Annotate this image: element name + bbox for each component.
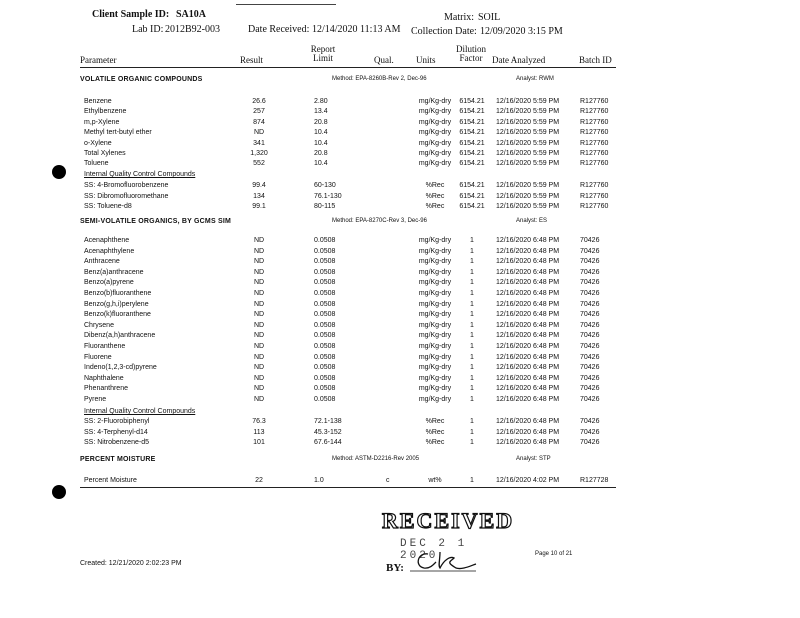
col-units: Units (416, 55, 436, 65)
result-value: ND (253, 258, 265, 266)
batch-id: R127760 (580, 150, 609, 157)
parameter-name: Benzene (84, 98, 112, 105)
result-value: 99.1 (252, 203, 266, 210)
col-parameter: Parameter (80, 55, 117, 65)
section-analyst: Analyst: RWM (516, 76, 554, 82)
date-received: 12/14/2020 11:13 AM (312, 24, 401, 35)
table-row (84, 301, 616, 311)
report-limit: 20.8 (314, 150, 328, 157)
report-limit: 80-115 (314, 203, 336, 210)
dilution-factor: 1 (470, 374, 474, 382)
report-limit: 2.80 (314, 98, 328, 105)
batch-id: 70426 (580, 364, 600, 372)
dilution-factor: 1 (470, 477, 474, 484)
result-value: ND (253, 311, 265, 319)
section-method: Method: ASTM-D2216-Rev 2005 (332, 456, 420, 462)
date-analyzed: 12/16/2020 6:48 PM (496, 332, 560, 340)
col-date-analyzed: Date Analyzed (492, 55, 546, 65)
collection-date: 12/09/2020 3:15 PM (480, 26, 563, 37)
punch-hole (52, 485, 66, 499)
dilution-factor: 6154.21 (459, 129, 485, 137)
col-report-limit-1: Report (310, 44, 336, 54)
dilution-factor: 1 (470, 247, 474, 255)
date-analyzed: 12/16/2020 5:59 PM (496, 98, 560, 105)
report-limit: 0.0508 (314, 237, 336, 244)
report-limit: 0.0508 (314, 279, 336, 287)
table-row (84, 429, 616, 439)
dilution-factor: 1 (470, 332, 474, 340)
date-analyzed: 12/16/2020 6:48 PM (496, 439, 560, 446)
parameter-name: Benzo(a)pyrene (84, 279, 134, 287)
date-analyzed: 12/16/2020 5:59 PM (496, 118, 560, 126)
dilution-factor: 1 (470, 439, 474, 446)
date-analyzed: 12/16/2020 6:48 PM (496, 343, 560, 350)
batch-id: R127728 (580, 477, 609, 484)
dilution-factor: 6154.21 (459, 118, 485, 126)
date-analyzed: 12/16/2020 5:59 PM (496, 108, 560, 116)
parameter-name: Percent Moisture (84, 477, 137, 484)
date-analyzed: 12/16/2020 6:48 PM (496, 247, 560, 255)
table-row (84, 98, 616, 108)
table-row (84, 203, 616, 213)
parameter-name: Methyl tert-butyl ether (84, 129, 152, 137)
table-row (84, 108, 616, 118)
table-row (84, 150, 616, 160)
report-limit: 76.1-130 (314, 192, 342, 200)
dilution-factor: 6154.21 (459, 203, 485, 210)
client-sample-id: SA10A (176, 9, 207, 20)
result-value: ND (253, 364, 265, 372)
report-limit: 60-130 (314, 182, 336, 189)
units: mg/Kg-dry (418, 129, 452, 137)
report-limit: 0.0508 (314, 268, 336, 276)
table-row (84, 182, 616, 192)
result-value: 257 (253, 108, 265, 116)
col-dilution-1: Dilution (455, 44, 486, 54)
batch-id: R127760 (580, 203, 609, 210)
batch-id: 70426 (580, 290, 600, 297)
batch-id: 70426 (580, 343, 600, 350)
batch-id: 70426 (580, 428, 600, 436)
table-row (84, 237, 616, 247)
parameter-name: o-Xylene (84, 139, 112, 147)
parameter-name: Fluoranthene (84, 343, 126, 350)
batch-id: R127760 (580, 118, 609, 126)
svoc-qc-label: Internal Quality Control Compounds (84, 408, 196, 415)
table-row (84, 354, 616, 364)
units: %Rec (425, 418, 445, 425)
dilution-factor: 1 (470, 321, 474, 329)
date-analyzed: 12/16/2020 6:48 PM (496, 290, 560, 297)
dilution-factor: 6154.21 (459, 192, 485, 200)
parameter-name: SS: Dibromofluoromethane (84, 192, 169, 200)
parameter-name: Indeno(1,2,3-cd)pyrene (84, 364, 157, 372)
result-value: 552 (253, 160, 265, 168)
header-rule (80, 67, 616, 68)
report-limit: 20.8 (314, 118, 328, 126)
batch-id: 70426 (580, 418, 600, 425)
units: mg/Kg-dry (418, 332, 452, 340)
units: mg/Kg-dry (418, 150, 452, 157)
date-analyzed: 12/16/2020 5:59 PM (496, 139, 560, 147)
table-row (84, 418, 616, 428)
dilution-factor: 1 (470, 396, 474, 403)
units: mg/Kg-dry (418, 247, 452, 255)
units: mg/Kg-dry (418, 353, 452, 361)
voc-qc-label: Internal Quality Control Compounds (84, 171, 196, 178)
date-analyzed: 12/16/2020 6:48 PM (496, 321, 560, 329)
report-limit: 0.0508 (314, 374, 336, 382)
stamp-date: DEC 2 1 2020 (400, 538, 468, 562)
table-row (84, 160, 616, 170)
units: mg/Kg-dry (418, 160, 452, 168)
date-analyzed: 12/16/2020 6:48 PM (496, 279, 560, 287)
dilution-factor: 6154.21 (459, 150, 485, 157)
batch-id: 70426 (580, 300, 600, 308)
parameter-name: SS: 4-Terphenyl-d14 (84, 428, 148, 436)
date-analyzed: 12/16/2020 5:59 PM (496, 203, 560, 210)
date-analyzed: 12/16/2020 6:48 PM (496, 268, 560, 276)
table-row (84, 290, 616, 300)
dilution-factor: 1 (470, 311, 474, 319)
result-value: 99.4 (252, 182, 266, 189)
batch-id: R127760 (580, 192, 609, 200)
parameter-name: Benzo(k)fluoranthene (84, 311, 151, 319)
result-value: ND (253, 353, 265, 361)
date-analyzed: 12/16/2020 6:48 PM (496, 364, 560, 372)
section-analyst: Analyst: ES (516, 218, 548, 224)
result-value: ND (253, 396, 265, 403)
date-analyzed: 12/16/2020 6:48 PM (496, 311, 560, 319)
batch-id: R127760 (580, 108, 609, 116)
report-limit: 72.1-138 (314, 418, 342, 425)
date-analyzed: 12/16/2020 6:48 PM (496, 374, 560, 382)
col-batch-id: Batch ID (579, 55, 612, 65)
dilution-factor: 1 (470, 353, 474, 361)
batch-id: R127760 (580, 139, 609, 147)
units: mg/Kg-dry (418, 364, 452, 372)
punch-hole (52, 165, 66, 179)
parameter-name: Acenaphthene (84, 237, 130, 244)
date-analyzed: 12/16/2020 6:48 PM (496, 300, 560, 308)
parameter-name: SS: 4-Bromofluorobenzene (84, 182, 169, 189)
table-row (84, 119, 616, 129)
report-limit: 10.4 (314, 160, 328, 168)
batch-id: R127760 (580, 98, 609, 105)
table-row (84, 322, 616, 332)
table-row (84, 311, 616, 321)
stamp-word: RECEIVED (382, 508, 515, 533)
batch-id: 70426 (580, 311, 600, 319)
col-report-limit-2: Limit (313, 53, 333, 63)
units: mg/Kg-dry (418, 300, 452, 308)
result-value: ND (253, 247, 265, 255)
parameter-name: Phenanthrene (84, 385, 128, 393)
result-value: 341 (253, 139, 265, 147)
dilution-factor: 1 (470, 343, 474, 350)
parameter-name: Benzo(b)fluoranthene (84, 290, 152, 297)
units: mg/Kg-dry (418, 98, 452, 105)
batch-id: R127760 (580, 182, 609, 189)
units: %Rec (425, 428, 445, 436)
received-stamp (382, 508, 515, 562)
units: mg/Kg-dry (418, 108, 452, 116)
top-scan-line (236, 4, 336, 5)
parameter-name: Benz(a)anthracene (84, 268, 144, 276)
dilution-factor: 1 (470, 279, 474, 287)
batch-id: 70426 (580, 332, 600, 340)
section-analyst: Analyst: STP (516, 456, 551, 462)
batch-id: 70426 (580, 385, 600, 393)
section-method: Method: EPA-8260B-Rev 2, Dec-96 (332, 76, 427, 82)
date-analyzed: 12/16/2020 4:02 PM (496, 477, 560, 484)
result-value: 26.6 (252, 98, 266, 105)
result-value: 113 (253, 428, 265, 436)
table-row (84, 385, 616, 395)
parameter-name: Benzo(g,h,i)perylene (84, 300, 149, 308)
result-value: ND (253, 385, 265, 393)
qualifier: c (386, 477, 390, 484)
units: mg/Kg-dry (418, 139, 452, 147)
batch-id: 70426 (580, 247, 600, 255)
result-value: 1,320 (250, 150, 268, 157)
dilution-factor: 1 (470, 290, 474, 297)
section-voc (80, 76, 616, 88)
table-row (84, 269, 616, 279)
date-analyzed: 12/16/2020 6:48 PM (496, 428, 560, 436)
table-row (84, 140, 616, 150)
report-limit: 0.0508 (314, 396, 336, 403)
result-value: 76.3 (252, 418, 266, 425)
footer-page: Page 10 of 21 (535, 551, 573, 557)
parameter-name: Fluorene (84, 353, 112, 361)
section-svoc (80, 218, 616, 230)
result-value: ND (253, 237, 265, 244)
table-row (84, 375, 616, 385)
date-analyzed: 12/16/2020 6:48 PM (496, 237, 560, 244)
dilution-factor: 1 (470, 418, 474, 425)
units: mg/Kg-dry (418, 258, 452, 266)
result-value: ND (253, 300, 265, 308)
parameter-name: SS: 2-Fluorobiphenyl (84, 418, 150, 425)
result-value: 134 (253, 192, 265, 200)
collection-date-label: Collection Date: (411, 26, 477, 37)
report-limit: 0.0508 (314, 321, 336, 329)
table-row (84, 364, 616, 374)
report-limit: 0.0508 (314, 247, 336, 255)
date-analyzed: 12/16/2020 5:59 PM (496, 160, 560, 168)
report-limit: 0.0508 (314, 332, 336, 340)
report-limit: 0.0508 (314, 364, 336, 372)
units: mg/Kg-dry (418, 118, 452, 126)
batch-id: 70426 (580, 353, 600, 361)
batch-id: 70426 (580, 439, 600, 446)
result-value: 874 (253, 118, 265, 126)
parameter-name: SS: Nitrobenzene-d5 (84, 439, 149, 446)
table-row (84, 193, 616, 203)
units: mg/Kg-dry (418, 268, 452, 276)
parameter-name: Dibenz(a,h)anthracene (84, 332, 156, 340)
section-title: SEMI-VOLATILE ORGANICS, BY GCMS SIM (80, 218, 232, 225)
section-moisture (80, 456, 616, 468)
units: %Rec (425, 192, 445, 200)
units: mg/Kg-dry (418, 290, 452, 297)
date-received-label: Date Received: (248, 24, 310, 35)
dilution-factor: 1 (470, 428, 474, 436)
report-limit: 45.3-152 (314, 428, 342, 436)
result-value: ND (253, 343, 265, 350)
client-sample-id-label: Client Sample ID: (92, 9, 170, 20)
date-analyzed: 12/16/2020 6:48 PM (496, 396, 560, 403)
batch-id: 70426 (580, 279, 600, 287)
bottom-rule (80, 487, 616, 488)
section-method: Method: EPA-8270C-Rev 3, Dec-96 (332, 218, 427, 224)
batch-id: R127760 (580, 129, 609, 137)
parameter-name: SS: Toluene-d8 (84, 203, 132, 210)
section-title: PERCENT MOISTURE (80, 456, 156, 463)
batch-id: 70426 (580, 268, 600, 276)
units: mg/Kg-dry (418, 311, 452, 319)
batch-id: 70426 (580, 258, 600, 266)
dilution-factor: 6154.21 (459, 98, 485, 105)
dilution-factor: 1 (470, 237, 474, 244)
date-analyzed: 12/16/2020 5:59 PM (496, 150, 560, 157)
units: mg/Kg-dry (418, 385, 452, 393)
result-value: ND (253, 332, 265, 340)
result-value: ND (253, 268, 265, 276)
dilution-factor: 6154.21 (459, 182, 485, 189)
parameter-name: m,p-Xylene (84, 118, 120, 126)
result-value: ND (253, 279, 265, 287)
report-limit: 0.0508 (314, 300, 336, 308)
report-limit: 0.0508 (314, 353, 336, 361)
report-limit: 10.4 (314, 139, 328, 147)
table-row (84, 279, 616, 289)
stamp-by-label: BY: (386, 562, 404, 574)
report-limit: 13.4 (314, 108, 328, 116)
report-limit: 0.0508 (314, 385, 336, 393)
date-analyzed: 12/16/2020 5:59 PM (496, 182, 560, 189)
parameter-name: Naphthalene (84, 374, 124, 382)
result-value: ND (253, 321, 265, 329)
report-limit: 0.0508 (314, 258, 336, 266)
report-limit: 0.0508 (314, 343, 336, 350)
batch-id: 70426 (580, 396, 600, 403)
col-dilution-2: Factor (459, 53, 483, 63)
result-value: 101 (253, 439, 265, 446)
section-title: VOLATILE ORGANIC COMPOUNDS (80, 76, 203, 83)
dilution-factor: 6154.21 (459, 108, 485, 116)
units: wt% (428, 477, 442, 484)
parameter-name: Acenaphthylene (84, 247, 135, 255)
units: mg/Kg-dry (418, 279, 452, 287)
table-row (84, 129, 616, 139)
batch-id: 70426 (580, 237, 600, 244)
table-row (84, 396, 616, 406)
matrix: SOIL (478, 12, 501, 23)
date-analyzed: 12/16/2020 5:59 PM (496, 192, 560, 200)
matrix-label: Matrix: (444, 12, 474, 23)
dilution-factor: 1 (470, 364, 474, 372)
col-qual: Qual. (374, 55, 394, 65)
col-result: Result (240, 55, 264, 65)
table-row (84, 332, 616, 342)
report-limit: 67.6-144 (314, 439, 342, 446)
units: mg/Kg-dry (418, 321, 452, 329)
dilution-factor: 6154.21 (459, 160, 485, 168)
dilution-factor: 1 (470, 300, 474, 308)
units: mg/Kg-dry (418, 374, 452, 382)
result-value: ND (253, 129, 265, 137)
report-limit: 0.0508 (314, 290, 336, 297)
date-analyzed: 12/16/2020 6:48 PM (496, 353, 560, 361)
parameter-name: Anthracene (84, 258, 120, 266)
result-value: ND (253, 290, 265, 297)
parameter-name: Ethylbenzene (84, 108, 127, 116)
dilution-factor: 1 (470, 268, 474, 276)
parameter-name: Toluene (84, 160, 109, 168)
units: %Rec (425, 182, 445, 189)
parameter-name: Total Xylenes (84, 150, 126, 157)
date-analyzed: 12/16/2020 6:48 PM (496, 418, 560, 425)
table-row (84, 439, 616, 449)
result-value: ND (253, 374, 265, 382)
table-row (84, 258, 616, 268)
date-analyzed: 12/16/2020 6:48 PM (496, 258, 560, 266)
lab-id: 2012B92-003 (165, 24, 220, 35)
batch-id: 70426 (580, 321, 600, 329)
units: mg/Kg-dry (418, 396, 452, 403)
units: mg/Kg-dry (418, 237, 452, 244)
result-value: 22 (255, 477, 263, 484)
dilution-factor: 1 (470, 385, 474, 393)
units: %Rec (425, 439, 445, 446)
report-limit: 1.0 (314, 477, 324, 484)
batch-id: 70426 (580, 374, 600, 382)
date-analyzed: 12/16/2020 5:59 PM (496, 129, 560, 137)
dilution-factor: 6154.21 (459, 139, 485, 147)
dilution-factor: 1 (470, 258, 474, 266)
report-limit: 0.0508 (314, 311, 336, 319)
footer-created: Created: 12/21/2020 2:02:23 PM (80, 560, 182, 567)
signature (410, 548, 480, 574)
parameter-name: Pyrene (84, 396, 107, 403)
report-limit: 10.4 (314, 129, 328, 137)
units: mg/Kg-dry (418, 343, 452, 350)
lab-id-label: Lab ID: (132, 24, 164, 35)
units: %Rec (425, 203, 445, 210)
table-row (84, 477, 616, 487)
batch-id: R127760 (580, 160, 609, 168)
table-row (84, 248, 616, 258)
parameter-name: Chrysene (84, 321, 114, 329)
table-row (84, 343, 616, 353)
date-analyzed: 12/16/2020 6:48 PM (496, 385, 560, 393)
